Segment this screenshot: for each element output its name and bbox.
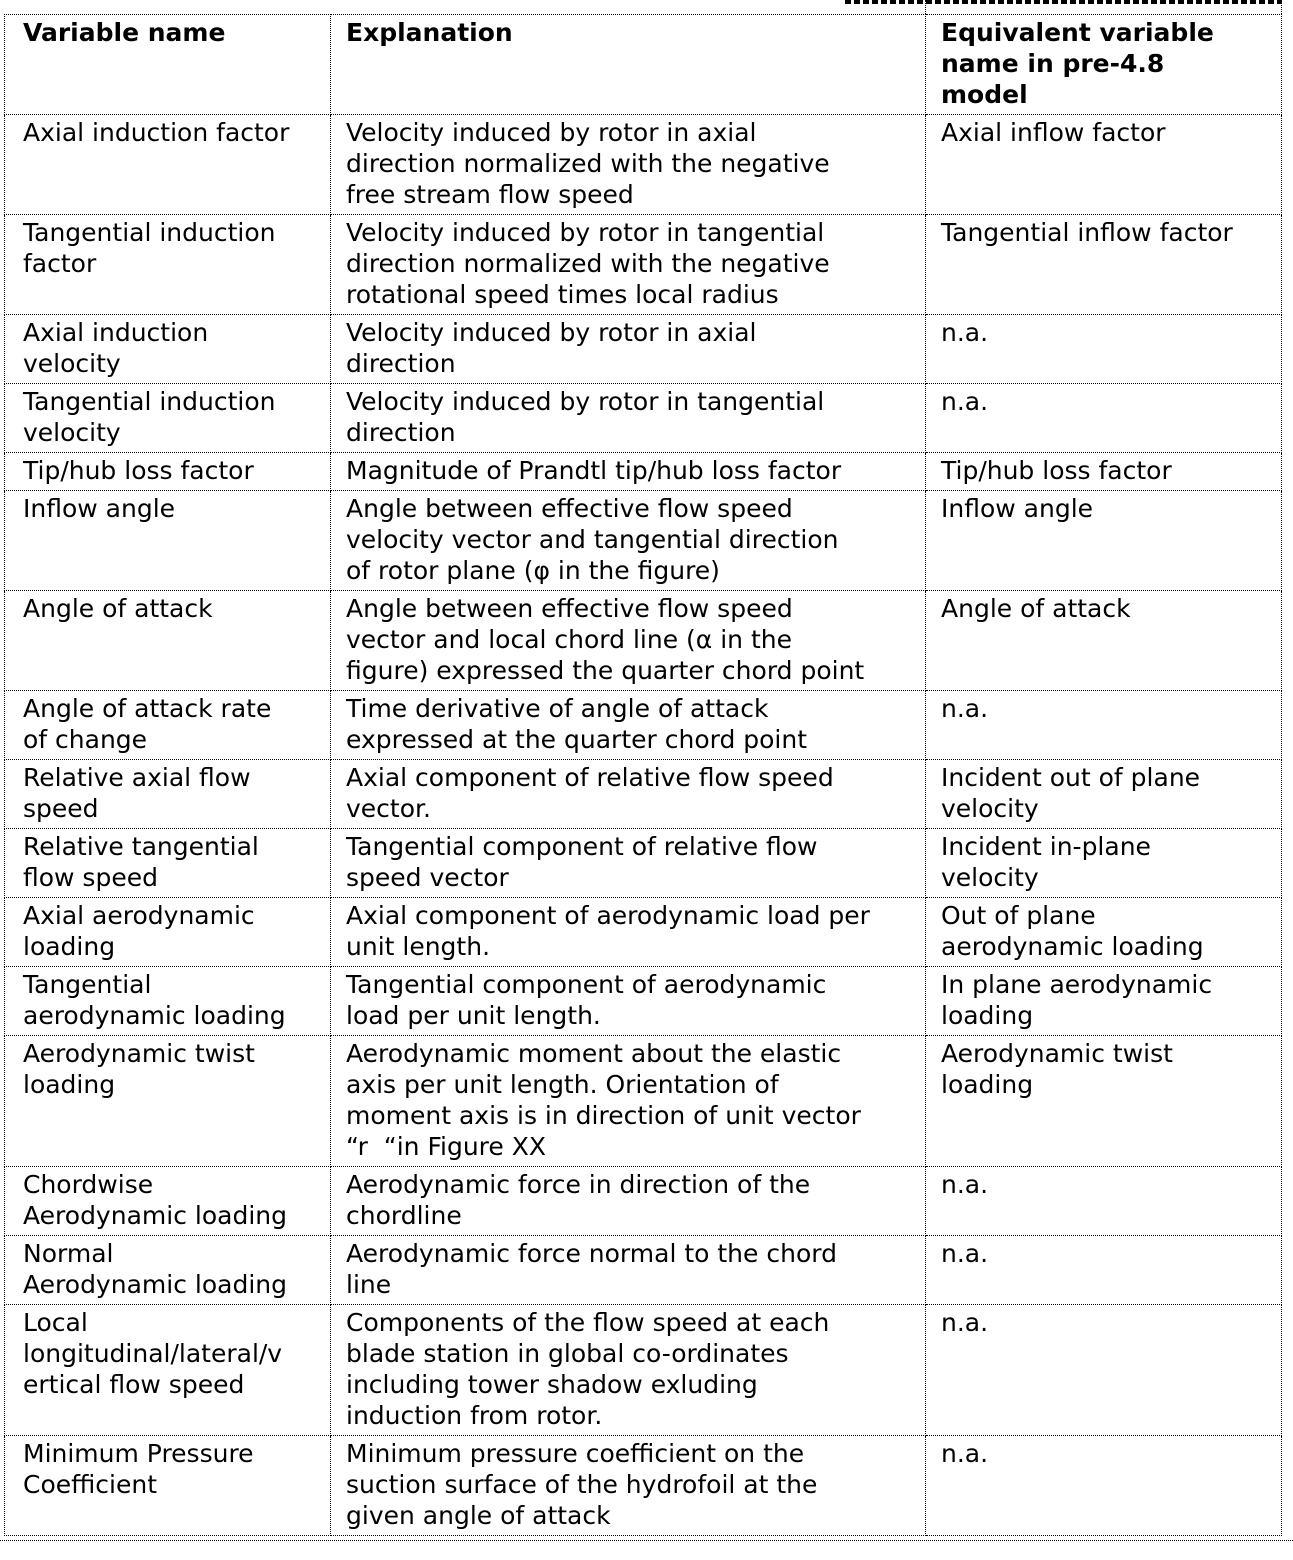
cell-explanation: Minimum pressure coefficient on the suction surface of the hydrofoil at the given angle of attack bbox=[331, 1436, 926, 1536]
cell-equivalent-name: n.a. bbox=[926, 315, 1282, 384]
cell-variable-name: Axial aerodynamic loading bbox=[5, 898, 331, 967]
cell-explanation: Time derivative of angle of attack expressed at the quarter chord point bbox=[331, 691, 926, 760]
table-row bbox=[5, 829, 1282, 898]
cell-variable-name: Tangential aerodynamic loading bbox=[5, 967, 331, 1036]
cell-variable-name: Aerodynamic twist loading bbox=[5, 1036, 331, 1167]
table-row bbox=[5, 898, 1282, 967]
cell-equivalent-name: In plane aerodynamic loading bbox=[926, 967, 1282, 1036]
cell-explanation: Magnitude of Prandtl tip/hub loss factor bbox=[331, 453, 926, 491]
variable-definitions-table bbox=[4, 14, 1282, 1536]
cell-equivalent-name: n.a. bbox=[926, 691, 1282, 760]
column-header-equivalent-name: Equivalent variable name in pre-4.8 model bbox=[926, 15, 1282, 115]
cell-equivalent-name: Out of plane aerodynamic loading bbox=[926, 898, 1282, 967]
cell-explanation: Velocity induced by rotor in tangential direction normalized with the negative rotational speed times local radius bbox=[331, 215, 926, 315]
table-header-row bbox=[5, 15, 1282, 115]
cell-equivalent-name: n.a. bbox=[926, 1436, 1282, 1536]
cell-variable-name: Axial induction factor bbox=[5, 115, 331, 215]
cell-equivalent-name: Inflow angle bbox=[926, 491, 1282, 591]
table-row bbox=[5, 384, 1282, 453]
cell-variable-name: Angle of attack rate of change bbox=[5, 691, 331, 760]
cell-variable-name: Tangential induction velocity bbox=[5, 384, 331, 453]
cell-explanation: Tangential component of aerodynamic load per unit length. bbox=[331, 967, 926, 1036]
cell-explanation: Tangential component of relative flow speed vector bbox=[331, 829, 926, 898]
table-row bbox=[5, 491, 1282, 591]
table-row bbox=[5, 453, 1282, 491]
cell-equivalent-name: Angle of attack bbox=[926, 591, 1282, 691]
cell-equivalent-name: Incident out of plane velocity bbox=[926, 760, 1282, 829]
table-row bbox=[5, 1167, 1282, 1236]
table-row bbox=[5, 1036, 1282, 1167]
cell-explanation: Components of the flow speed at each blade station in global co-ordinates including tower shadow exluding induction from rotor. bbox=[331, 1305, 926, 1436]
cell-explanation: Aerodynamic force in direction of the chordline bbox=[331, 1167, 926, 1236]
cutoff-border-fragment bbox=[925, 0, 926, 14]
cell-explanation: Aerodynamic moment about the elastic axis per unit length. Orientation of moment axis is in direction of unit vector “r “in Figure XX bbox=[331, 1036, 926, 1167]
cell-variable-name: Local longitudinal/lateral/vertical flow speed bbox=[5, 1305, 331, 1436]
table-body bbox=[5, 115, 1282, 1536]
table-row bbox=[5, 1305, 1282, 1436]
table-row bbox=[5, 1436, 1282, 1536]
table-row bbox=[5, 691, 1282, 760]
cutoff-border-fragment bbox=[1281, 0, 1282, 14]
cell-variable-name: Tip/hub loss factor bbox=[5, 453, 331, 491]
table-row bbox=[5, 115, 1282, 215]
cell-variable-name: Normal Aerodynamic loading bbox=[5, 1236, 331, 1305]
table-row bbox=[5, 591, 1282, 691]
cell-variable-name: Angle of attack bbox=[5, 591, 331, 691]
cell-equivalent-name: Tangential inflow factor bbox=[926, 215, 1282, 315]
cell-variable-name: Axial induction velocity bbox=[5, 315, 331, 384]
table-row bbox=[5, 1236, 1282, 1305]
cell-explanation: Aerodynamic force normal to the chord line bbox=[331, 1236, 926, 1305]
cell-variable-name: Chordwise Aerodynamic loading bbox=[5, 1167, 331, 1236]
cell-variable-name: Relative tangential flow speed bbox=[5, 829, 331, 898]
table-row bbox=[5, 15, 1282, 115]
cell-explanation: Angle between effective flow speed vector and local chord line (α in the figure) expressed the quarter chord point bbox=[331, 591, 926, 691]
cell-explanation: Axial component of relative flow speed vector. bbox=[331, 760, 926, 829]
cell-explanation: Velocity induced by rotor in axial direction bbox=[331, 315, 926, 384]
cell-explanation: Velocity induced by rotor in tangential direction bbox=[331, 384, 926, 453]
cell-variable-name: Tangential induction factor bbox=[5, 215, 331, 315]
table-row bbox=[5, 760, 1282, 829]
cell-explanation: Angle between effective flow speed velocity vector and tangential direction of rotor plane (φ in the figure) bbox=[331, 491, 926, 591]
cell-equivalent-name: Tip/hub loss factor bbox=[926, 453, 1282, 491]
cutoff-dashed-bar bbox=[845, 0, 1282, 4]
column-header-explanation: Explanation bbox=[331, 15, 926, 115]
cell-equivalent-name: n.a. bbox=[926, 1167, 1282, 1236]
column-header-variable-name: Variable name bbox=[5, 15, 331, 115]
cutoff-bottom-border-line bbox=[0, 1540, 1293, 1541]
table-row bbox=[5, 967, 1282, 1036]
cell-equivalent-name: Incident in-plane velocity bbox=[926, 829, 1282, 898]
table-row bbox=[5, 215, 1282, 315]
cell-variable-name: Minimum Pressure Coefficient bbox=[5, 1436, 331, 1536]
cell-equivalent-name: n.a. bbox=[926, 384, 1282, 453]
cell-equivalent-name: n.a. bbox=[926, 1236, 1282, 1305]
cell-variable-name: Relative axial flow speed bbox=[5, 760, 331, 829]
cell-explanation: Axial component of aerodynamic load per unit length. bbox=[331, 898, 926, 967]
table-row bbox=[5, 315, 1282, 384]
cell-equivalent-name: Aerodynamic twist loading bbox=[926, 1036, 1282, 1167]
cell-equivalent-name: Axial inflow factor bbox=[926, 115, 1282, 215]
cell-equivalent-name: n.a. bbox=[926, 1305, 1282, 1436]
cell-explanation: Velocity induced by rotor in axial direction normalized with the negative free stream flow speed bbox=[331, 115, 926, 215]
cell-variable-name: Inflow angle bbox=[5, 491, 331, 591]
